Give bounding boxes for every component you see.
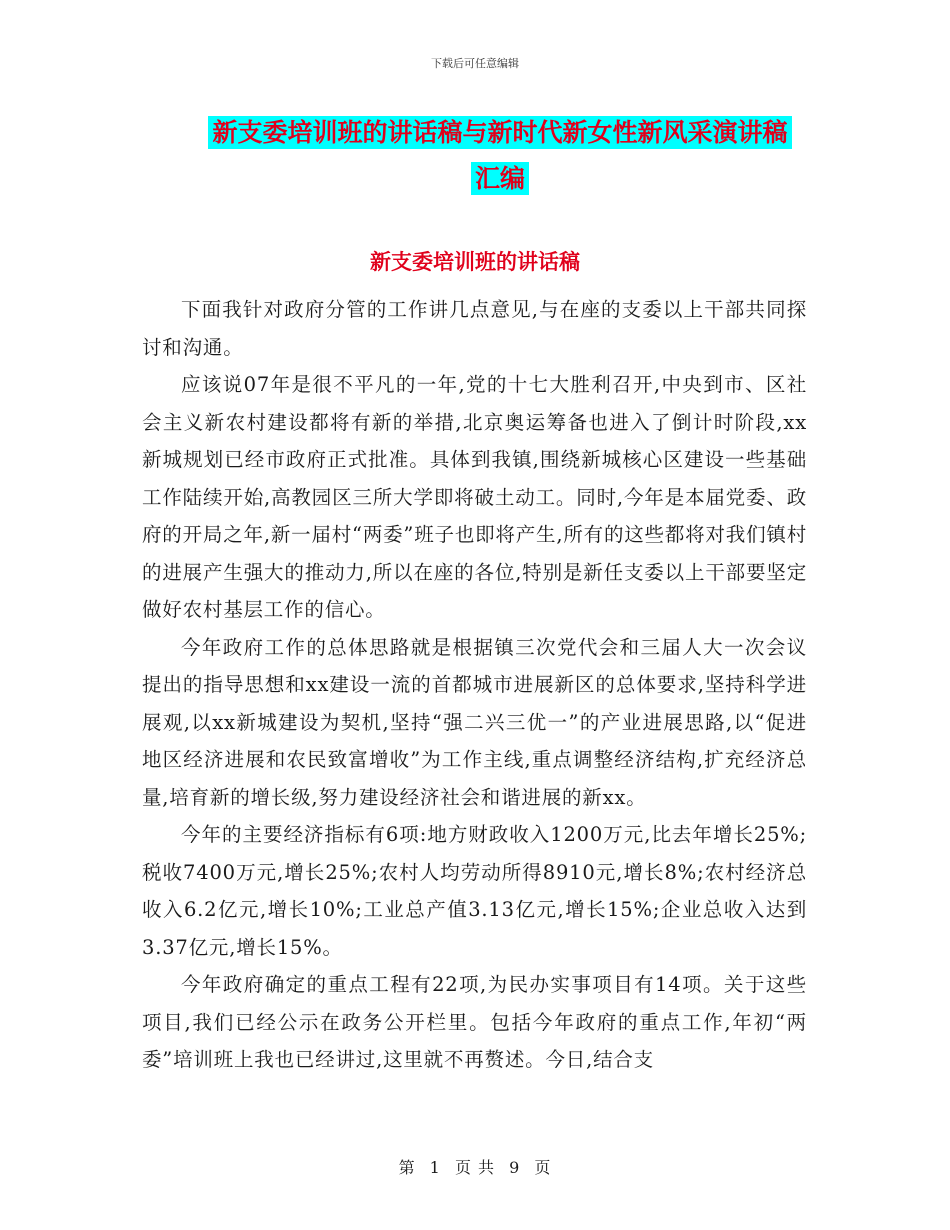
page-header: 下载后可任意编辑	[431, 57, 519, 70]
page-footer	[0, 1155, 950, 1178]
paragraph: 应该说07年是很不平凡的一年,党的十七大胜利召开,中央到市、区社会主义新农村建设都将有新的举措,北京奥运筹备也进入了倒计时阶段,xx新城规划已经市政府正式批准。具体到我镇,围绕新城核心区建设一些基础工作陆续开始,高教园区三所大学即将破土动工。同时,今年是本届党委、政府的开局之年,新一届村“两委”班子也即将产生,所有的这些都将对我们镇村的进展产生强大的推动力,所以在座的各位,特别是新任支委以上干部要坚定做好农村基层工作的信心。	[142, 373, 807, 621]
paragraph: 今年政府确定的重点工程有22项,为民办实事项目有14项。关于这些项目,我们已经公示在政务公开栏里。包括今年政府的重点工作,年初“两委”培训班上我也已经讲过,这里就不再赘述。今日,结合支	[142, 973, 807, 1071]
page-label-post: 页	[534, 1158, 552, 1177]
paragraph: 今年政府工作的总体思路就是根据镇三次党代会和三届人大一次会议提出的指导思想和xx建设一流的首都城市进展新区的总体要求,坚持科学进展观,以xx新城建设为契机,坚持“强二兴三优一”的产业进展思路,以“促进地区经济进展和农民致富增收”为工作主线,重点调整经济结构,扩充经济总量,培育新的增长级,努力建设经济社会和谐进展的新xx。	[142, 635, 807, 809]
paragraph: 今年的主要经济指标有6项:地方财政收入1200万元,比去年增长25%;税收7400万元,增长25%;农村人均劳动所得8910元,增长8%;农村经济总收入6.2亿元,增长10%;工业总产值3.13亿元,增长15%;企业总收入达到3.37亿元,增长15%。	[142, 823, 807, 959]
page-label-pre: 第	[398, 1158, 416, 1177]
paragraph: 下面我针对政府分管的工作讲几点意见,与在座的支委以上干部共同探讨和沟通。	[142, 298, 807, 359]
document-body	[142, 291, 807, 1079]
document-title	[190, 110, 810, 202]
page-number-total: 9	[509, 1158, 521, 1177]
title-line-1: 新支委培训班的讲话稿与新时代新女性新风采演讲稿	[208, 116, 791, 149]
section-title: 新支委培训班的讲话稿	[370, 249, 580, 274]
title-line-2: 汇编	[471, 162, 529, 195]
page-label-mid: 页 共	[454, 1158, 496, 1177]
page-number-current: 1	[429, 1158, 441, 1177]
